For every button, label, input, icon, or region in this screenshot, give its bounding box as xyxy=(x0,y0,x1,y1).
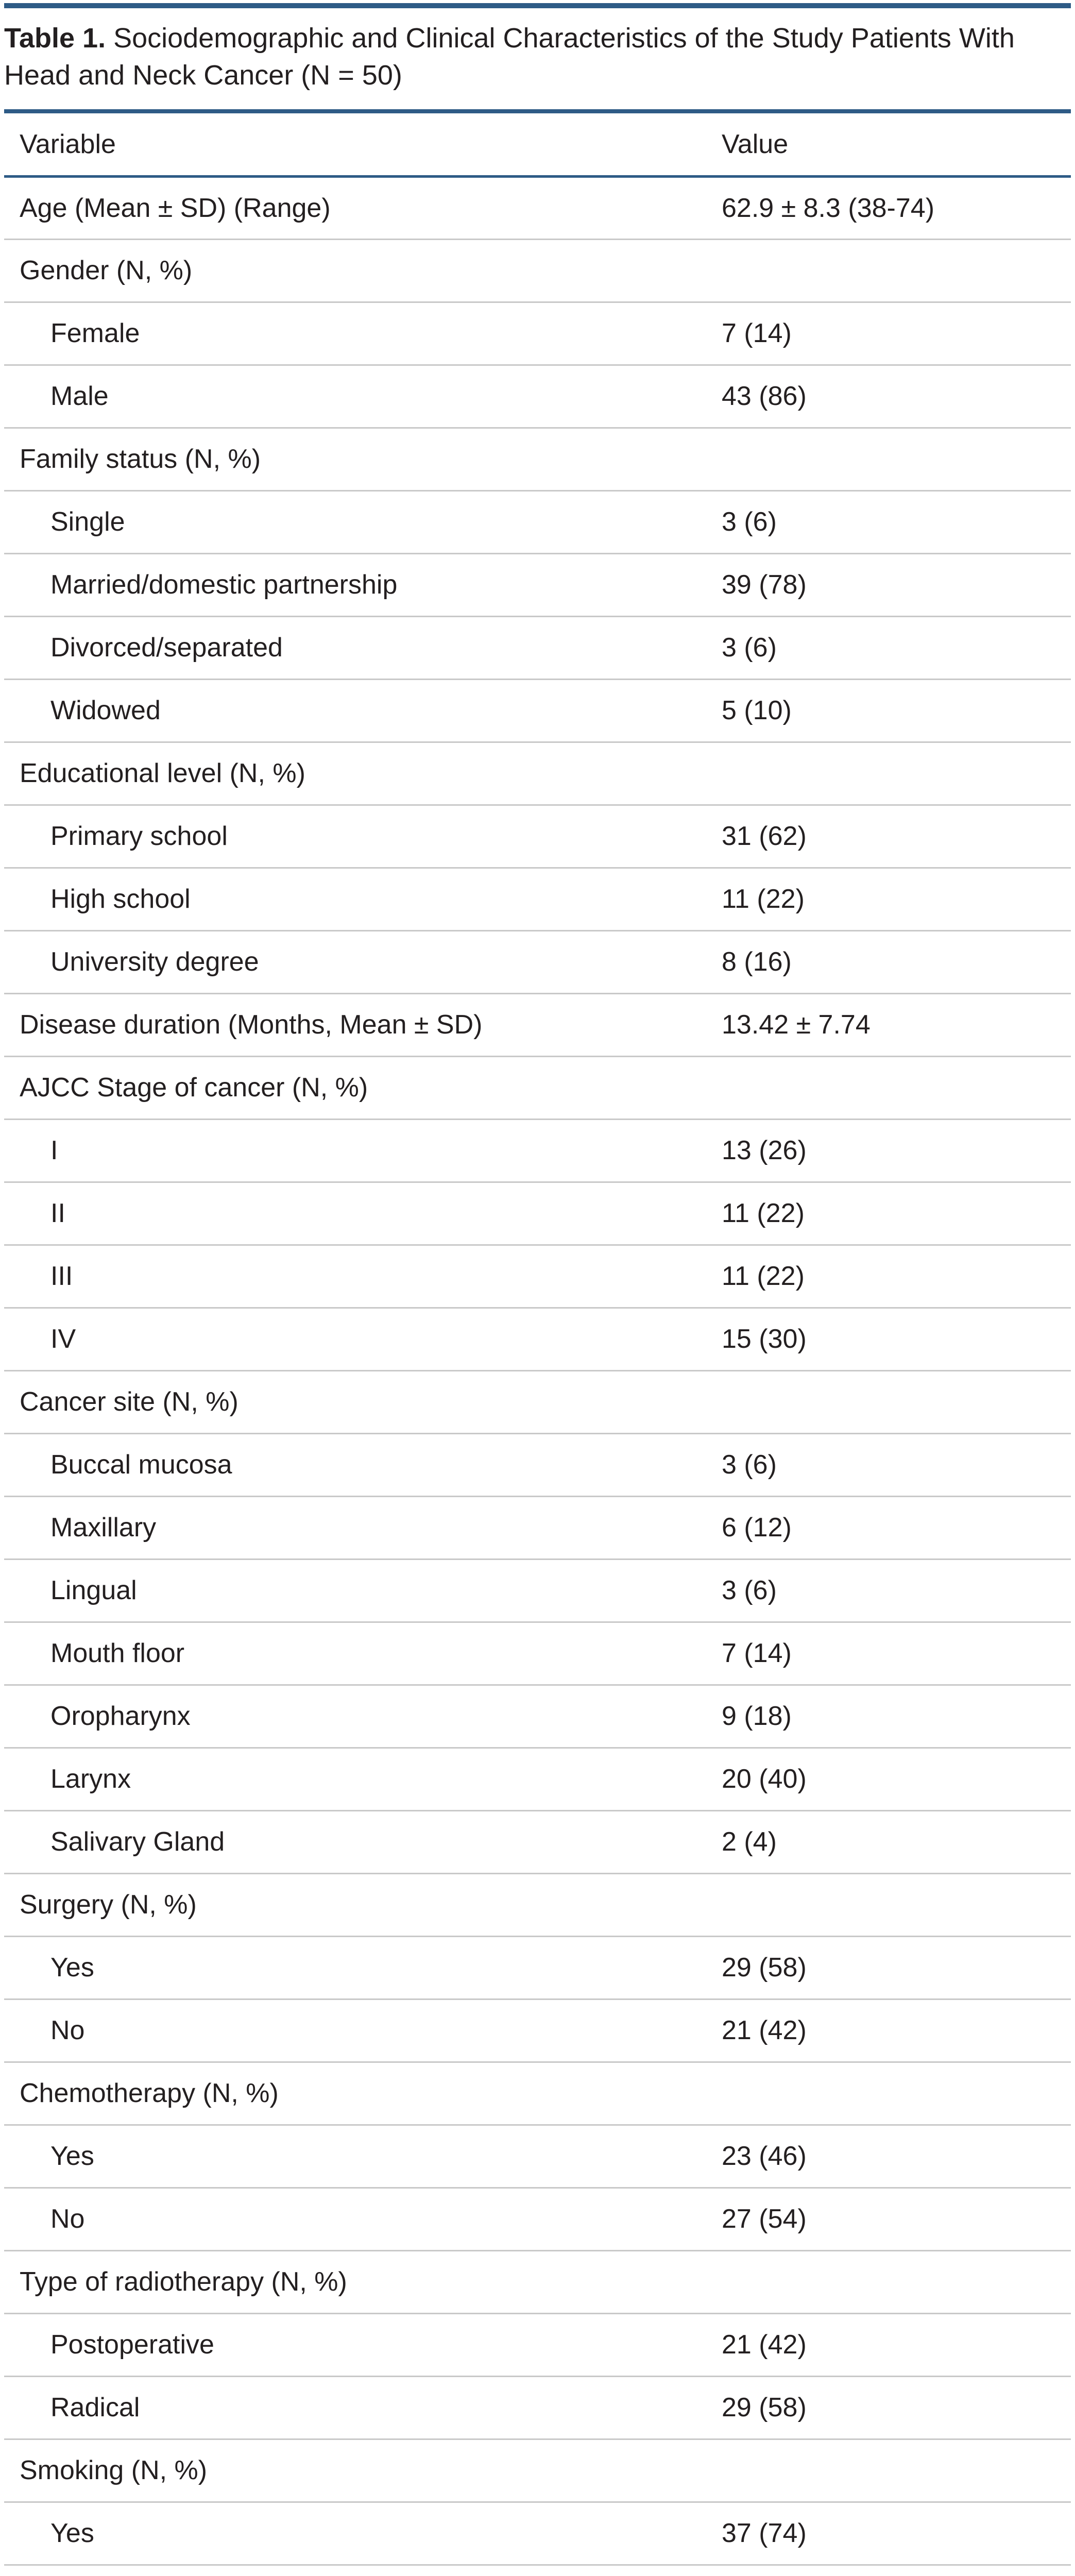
table-row xyxy=(4,1496,1071,1559)
header-value: Value xyxy=(710,113,1071,176)
row-variable: Oropharynx xyxy=(4,1685,710,1748)
table-row xyxy=(4,1308,1071,1370)
table-row xyxy=(4,1999,1071,2062)
row-value: 13.42 ± 7.74 xyxy=(710,993,1071,1056)
table-row xyxy=(4,1685,1071,1748)
row-value: 23 (46) xyxy=(710,2125,1071,2188)
row-variable: Buccal mucosa xyxy=(4,1433,710,1496)
row-variable: Chemotherapy (N, %) xyxy=(4,2062,710,2125)
row-value: 62.9 ± 8.3 (38-74) xyxy=(710,176,1071,239)
table-row xyxy=(4,2376,1071,2439)
row-value: 43 (86) xyxy=(710,365,1071,428)
table-caption xyxy=(4,20,1071,94)
table-caption-label: Table 1. xyxy=(4,23,106,54)
table-row xyxy=(4,176,1071,239)
row-value xyxy=(710,428,1071,490)
row-value: 9 (18) xyxy=(710,1685,1071,1748)
row-value xyxy=(710,1873,1071,1936)
row-value: 5 (10) xyxy=(710,679,1071,742)
row-value: 31 (62) xyxy=(710,805,1071,868)
row-variable: Smoking (N, %) xyxy=(4,2439,710,2502)
row-value: 8 (16) xyxy=(710,930,1071,993)
row-value xyxy=(710,2439,1071,2502)
table-row xyxy=(4,365,1071,428)
row-value xyxy=(710,2565,1071,2576)
row-value: 39 (78) xyxy=(710,553,1071,616)
top-rule xyxy=(4,3,1071,8)
table-row xyxy=(4,993,1071,1056)
row-variable: Type of radiotherapy (N, %) xyxy=(4,2250,710,2313)
row-variable: Age (Mean ± SD) (Range) xyxy=(4,176,710,239)
table-row xyxy=(4,2565,1071,2576)
table-row xyxy=(4,2439,1071,2502)
table-row xyxy=(4,2188,1071,2250)
row-value: 3 (6) xyxy=(710,1559,1071,1622)
table-row xyxy=(4,1245,1071,1308)
row-variable: Maxillary xyxy=(4,1496,710,1559)
row-variable: Disease duration (Months, Mean ± SD) xyxy=(4,993,710,1056)
row-value: 20 (40) xyxy=(710,1748,1071,1810)
row-value: 11 (22) xyxy=(710,868,1071,930)
row-value: 7 (14) xyxy=(710,302,1071,365)
table-row xyxy=(4,1433,1071,1496)
row-variable: High school xyxy=(4,868,710,930)
table-row xyxy=(4,679,1071,742)
table-row xyxy=(4,2062,1071,2125)
caption-rule xyxy=(4,109,1071,113)
row-variable: Gender (N, %) xyxy=(4,239,710,302)
table-row xyxy=(4,490,1071,553)
table-row xyxy=(4,742,1071,805)
table-row xyxy=(4,1810,1071,1873)
table-row xyxy=(4,1370,1071,1433)
table-header-row xyxy=(4,113,1071,176)
row-variable: II xyxy=(4,1182,710,1245)
table-row xyxy=(4,616,1071,679)
table-row xyxy=(4,2502,1071,2565)
table-row xyxy=(4,2313,1071,2376)
row-value: 11 (22) xyxy=(710,1182,1071,1245)
row-variable: Yes xyxy=(4,2125,710,2188)
table-row xyxy=(4,805,1071,868)
table-row xyxy=(4,1119,1071,1182)
table-row xyxy=(4,1748,1071,1810)
row-value xyxy=(710,239,1071,302)
row-value: 21 (42) xyxy=(710,1999,1071,2062)
table-row xyxy=(4,1936,1071,1999)
table-row xyxy=(4,2250,1071,2313)
row-variable: Female xyxy=(4,302,710,365)
table-caption-text: Sociodemographic and Clinical Characteristics of the Study Patients With Head and Neck Cancer (N = 50) xyxy=(4,23,1015,91)
header-variable: Variable xyxy=(4,113,710,176)
table-row xyxy=(4,1622,1071,1685)
row-variable: III xyxy=(4,1245,710,1308)
row-value: 29 (58) xyxy=(710,2376,1071,2439)
row-value: 6 (12) xyxy=(710,1496,1071,1559)
row-value xyxy=(710,2250,1071,2313)
table-row xyxy=(4,2125,1071,2188)
row-variable: Primary school xyxy=(4,805,710,868)
row-variable: Widowed xyxy=(4,679,710,742)
row-value: 3 (6) xyxy=(710,1433,1071,1496)
row-variable: Educational level (N, %) xyxy=(4,742,710,805)
row-value: 3 (6) xyxy=(710,490,1071,553)
table-row xyxy=(4,930,1071,993)
table-body xyxy=(4,176,1071,2576)
row-variable: No xyxy=(4,2188,710,2250)
row-variable: University degree xyxy=(4,930,710,993)
row-value: 11 (22) xyxy=(710,1245,1071,1308)
table-row xyxy=(4,1182,1071,1245)
characteristics-table xyxy=(4,113,1071,2576)
row-variable: Divorced/separated xyxy=(4,616,710,679)
row-variable: Cancer site (N, %) xyxy=(4,1370,710,1433)
row-value: 3 (6) xyxy=(710,616,1071,679)
row-value xyxy=(710,1370,1071,1433)
row-variable: Radical xyxy=(4,2376,710,2439)
row-value xyxy=(710,2062,1071,2125)
row-variable: Surgery (N, %) xyxy=(4,1873,710,1936)
table-row xyxy=(4,1873,1071,1936)
row-value: 2 (4) xyxy=(710,1810,1071,1873)
row-variable: Larynx xyxy=(4,1748,710,1810)
row-variable: Lingual xyxy=(4,1559,710,1622)
row-value: 7 (14) xyxy=(710,1622,1071,1685)
table-row xyxy=(4,239,1071,302)
row-value: 15 (30) xyxy=(710,1308,1071,1370)
row-value xyxy=(710,742,1071,805)
table-row xyxy=(4,1559,1071,1622)
row-variable: Yes xyxy=(4,1936,710,1999)
row-variable: Married/domestic partnership xyxy=(4,553,710,616)
row-variable: Postoperative xyxy=(4,2313,710,2376)
table-row xyxy=(4,868,1071,930)
table-row xyxy=(4,553,1071,616)
table-row xyxy=(4,428,1071,490)
table-row xyxy=(4,1056,1071,1119)
row-value: 21 (42) xyxy=(710,2313,1071,2376)
row-variable xyxy=(4,2565,710,2576)
row-value: 13 (26) xyxy=(710,1119,1071,1182)
row-variable: AJCC Stage of cancer (N, %) xyxy=(4,1056,710,1119)
row-variable: Family status (N, %) xyxy=(4,428,710,490)
row-variable: I xyxy=(4,1119,710,1182)
table-row xyxy=(4,302,1071,365)
row-variable: Salivary Gland xyxy=(4,1810,710,1873)
row-value: 27 (54) xyxy=(710,2188,1071,2250)
row-variable: Yes xyxy=(4,2502,710,2565)
row-value: 29 (58) xyxy=(710,1936,1071,1999)
row-variable: IV xyxy=(4,1308,710,1370)
row-variable: Male xyxy=(4,365,710,428)
row-value xyxy=(710,1056,1071,1119)
row-variable: Single xyxy=(4,490,710,553)
row-value: 37 (74) xyxy=(710,2502,1071,2565)
row-variable: No xyxy=(4,1999,710,2062)
row-variable: Mouth floor xyxy=(4,1622,710,1685)
